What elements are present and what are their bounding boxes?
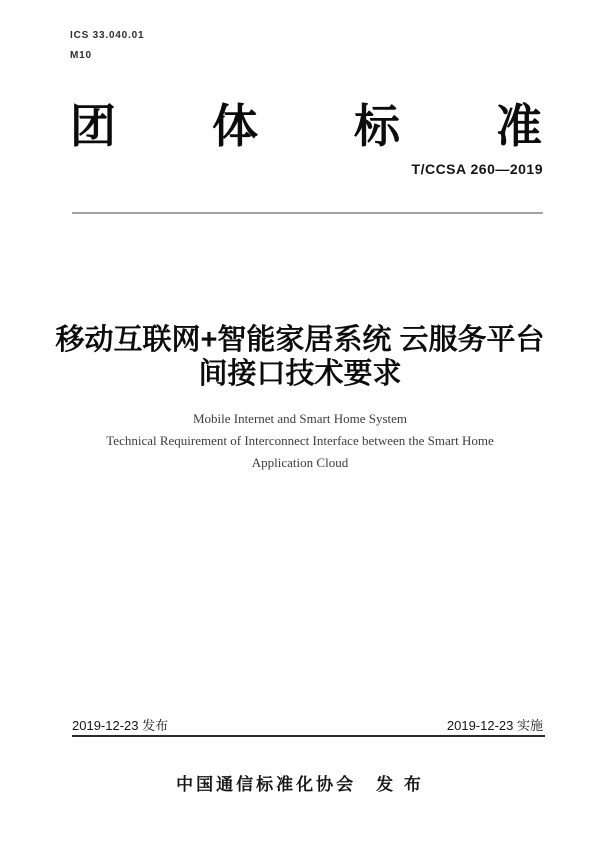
document-title-cn — [0, 323, 600, 391]
classification-code: M10 — [70, 50, 92, 61]
standard-type-char: 体 — [212, 100, 258, 152]
standard-type-char: 准 — [496, 100, 542, 152]
footer-divider — [72, 735, 545, 737]
ics-block — [70, 26, 144, 66]
date-row — [72, 715, 543, 734]
document-title-en-line2: Technical Requirement of Interconnect Interface between the Smart Home — [106, 433, 494, 448]
header-divider — [72, 212, 543, 214]
standard-type-title — [70, 90, 542, 156]
document-title-en — [0, 408, 600, 474]
standard-type-char: 团 — [70, 100, 116, 152]
issue-date: 2019-12-23 发布 — [72, 718, 169, 733]
publisher: 中国通信标准化协会 发 布 — [176, 775, 424, 794]
ics-code: ICS 33.040.01 — [70, 30, 145, 41]
standard-type-char: 标 — [354, 100, 400, 152]
implement-date: 2019-12-23 实施 — [446, 718, 543, 733]
document-title-cn-line2: 间接口技术要求 — [198, 358, 402, 390]
standard-number: T/CCSA 260—2019 — [411, 161, 543, 177]
document-title-en-line3: Application Cloud — [251, 455, 349, 470]
document-title-en-line1: Mobile Internet and Smart Home System — [192, 411, 408, 426]
document-title-cn-line1: 移动互联网+智能家居系统 云服务平台 — [55, 324, 545, 356]
